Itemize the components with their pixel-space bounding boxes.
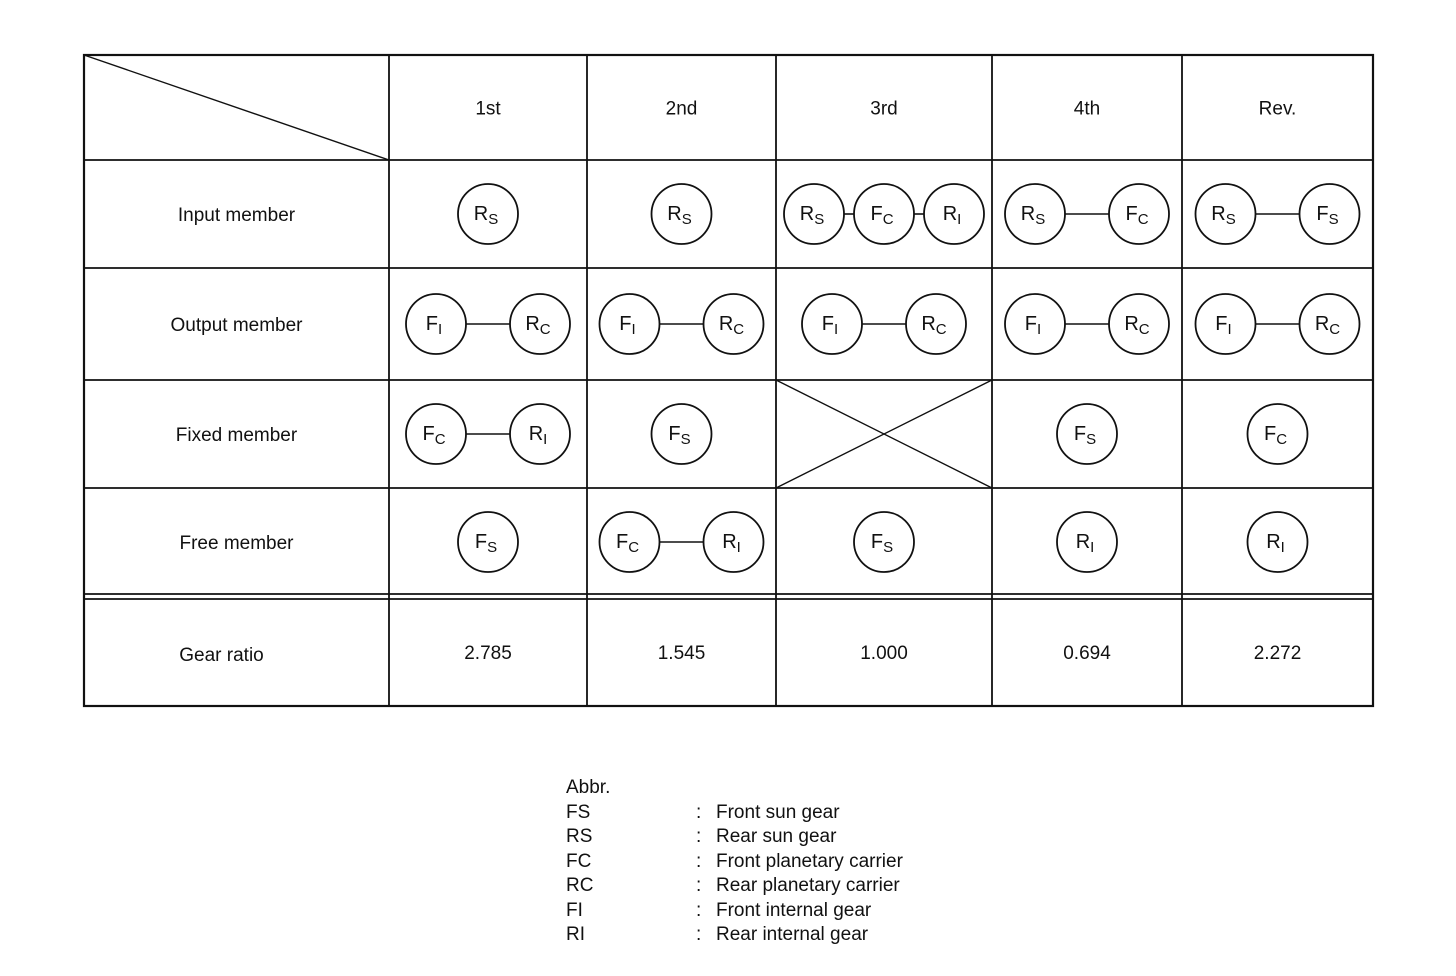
gear-node: [406, 404, 466, 464]
abbreviation-row: [566, 801, 903, 826]
gear-label: $F_S$: [870, 531, 894, 556]
abbreviation-colon: :: [696, 899, 702, 921]
gear-label: $F_C$: [615, 531, 640, 556]
gear-ratio-value: 1.545: [657, 643, 706, 664]
column-header: Rev.: [1258, 98, 1297, 120]
gear-ratio-value: 2.785: [464, 643, 512, 664]
column-header: 1st: [475, 98, 501, 120]
gear-node: [1109, 294, 1169, 354]
gear-node: [406, 294, 466, 354]
abbreviation-meaning: Rear sun gear: [716, 826, 837, 847]
abbreviation-code: RC: [566, 875, 594, 896]
gear-label: $F_I$: [1215, 313, 1232, 338]
gear-label: $F_S$: [1073, 423, 1097, 448]
gear-ratio-value: 1.000: [860, 643, 908, 664]
gear-ratio-label: Gear ratio: [179, 645, 264, 666]
gear-node: [854, 184, 914, 244]
gear-node: [1109, 184, 1169, 244]
gear-label: $R_C$: [921, 313, 947, 338]
column-header: 3rd: [870, 98, 898, 120]
gear-label: $R_C$: [525, 313, 551, 338]
gear-label: $R_I$: [1266, 531, 1285, 556]
gear-label: $R_C$: [1314, 313, 1341, 338]
gear-node: [784, 184, 844, 244]
gear-label: $F_C$: [1125, 203, 1149, 228]
row-label: Fixed member: [175, 425, 298, 446]
gear-label: $R_I$: [528, 423, 548, 448]
abbreviation-colon: :: [696, 850, 702, 872]
gear-node: [704, 294, 764, 354]
gear-node: [600, 512, 660, 572]
gear-node: [1196, 184, 1256, 244]
gear-node: [1057, 512, 1117, 572]
abbreviation-colon: :: [696, 826, 702, 847]
gear-node: [652, 184, 712, 244]
gear-node: [1005, 294, 1065, 354]
gear-label: $R_I$: [1075, 531, 1095, 556]
gear-node: [704, 512, 764, 572]
gear-label: $F_C$: [1263, 423, 1288, 448]
gear-label: $R_C$: [1124, 313, 1150, 338]
gear-label: $F_C$: [422, 423, 446, 448]
gear-node: [802, 294, 862, 354]
corner-diagonal: [84, 55, 389, 160]
row-label: Output member: [170, 315, 303, 336]
abbreviation-meaning: Front planetary carrier: [716, 850, 903, 872]
gear-label: $R_S$: [1211, 203, 1236, 228]
gear-label: $F_I$: [425, 313, 443, 338]
gear-label: $R_S$: [799, 203, 825, 228]
gear-node: [924, 184, 984, 244]
gear-label: $F_I$: [619, 313, 636, 338]
column-header: 4th: [1073, 98, 1101, 120]
gear-label: $F_S$: [1316, 203, 1339, 228]
gear-label: $R_S$: [667, 203, 692, 228]
abbreviation-code: RS: [566, 826, 593, 847]
row-label: Free member: [179, 533, 294, 554]
gear-label: $F_S$: [474, 531, 498, 556]
abbreviation-code: FS: [566, 801, 591, 823]
gear-node: [510, 404, 570, 464]
abbreviation-meaning: Rear internal gear: [716, 924, 869, 945]
gear-node: [600, 294, 660, 354]
gear-ratio-value: 2.272: [1253, 643, 1302, 664]
abbreviation-meaning: Front internal gear: [716, 899, 872, 921]
abbreviation-row: [566, 825, 903, 850]
abbreviation-code: FI: [566, 899, 583, 921]
abbreviation-row: [566, 899, 903, 924]
abbreviation-colon: :: [696, 875, 702, 896]
gear-node: [1248, 404, 1308, 464]
abbreviation-code: RI: [566, 924, 585, 945]
gear-node: [1300, 294, 1360, 354]
gear-label: $F_C$: [870, 203, 894, 228]
gear-node: [652, 404, 712, 464]
gear-node: [1057, 404, 1117, 464]
gear-node: [1196, 294, 1256, 354]
gear-node: [1248, 512, 1308, 572]
abbreviation-row: [566, 850, 903, 875]
row-label: Input member: [177, 205, 296, 226]
abbreviation-title: Abbr.: [566, 777, 611, 798]
gear-label: $R_S$: [473, 203, 499, 228]
gear-node: [1300, 184, 1360, 244]
gear-label: $F_I$: [1024, 313, 1042, 338]
gear-label: $R_I$: [722, 531, 741, 556]
gear-ratio-value: 0.694: [1063, 643, 1111, 664]
gear-node: [1005, 184, 1065, 244]
gear-node: [510, 294, 570, 354]
gear-label: $R_S$: [1020, 203, 1046, 228]
abbreviation-code: FC: [566, 850, 592, 872]
abbreviation-colon: :: [696, 924, 702, 945]
gear-label: $R_I$: [942, 203, 962, 228]
gear-label: $R_C$: [718, 313, 745, 338]
abbreviation-legend: [566, 776, 903, 948]
column-header: 2nd: [665, 98, 698, 120]
abbreviation-meaning: Front sun gear: [716, 801, 840, 823]
gear-label: $F_I$: [821, 313, 839, 338]
abbreviation-colon: :: [696, 801, 702, 823]
abbreviation-row: [566, 874, 903, 899]
gear-label: $F_S$: [668, 423, 691, 448]
abbreviation-meaning: Rear planetary carrier: [716, 875, 900, 896]
gear-node: [458, 184, 518, 244]
abbreviation-row: [566, 923, 903, 948]
gear-node: [458, 512, 518, 572]
gear-node: [854, 512, 914, 572]
abbreviation-list: [566, 801, 903, 948]
gear-node: [906, 294, 966, 354]
